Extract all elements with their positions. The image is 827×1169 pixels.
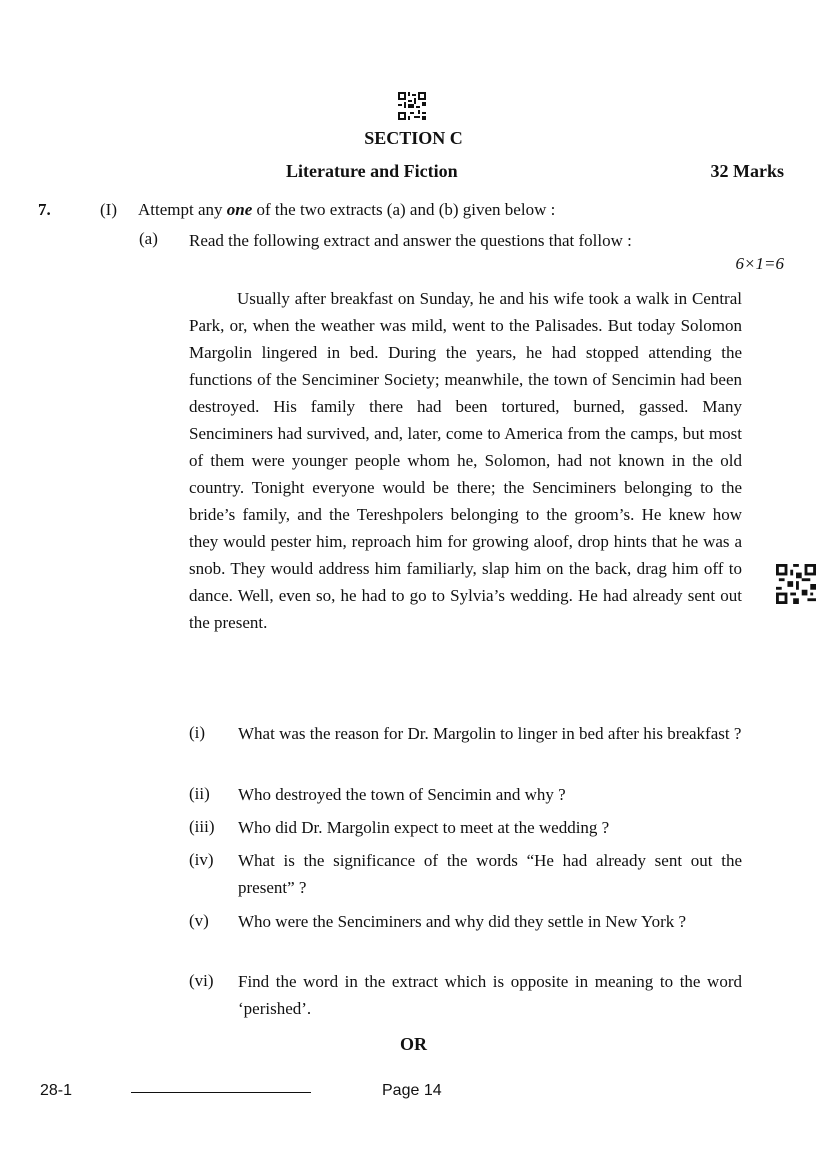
- instruction-post: of the two extracts (a) and (b) given below :: [252, 200, 556, 219]
- or-separator: OR: [400, 1034, 427, 1054]
- item-label-iii: (iii): [189, 817, 215, 836]
- section-title: SECTION C: [364, 128, 463, 148]
- question-part-label: (I): [100, 200, 117, 219]
- instruction-emphasis: one: [226, 200, 253, 219]
- item-label-v: (v): [189, 911, 209, 930]
- extract-marks: 6×1=6: [735, 254, 784, 273]
- footer-divider: [131, 1092, 311, 1093]
- footer-page-number: Page 14: [382, 1082, 442, 1099]
- item-text-vi: Find the word in the extract which is opposite in meaning to the word ‘perished’.: [238, 972, 742, 1018]
- item-text-iv: What is the significance of the words “He had already sent out the present” ?: [238, 851, 742, 897]
- item-label-i: (i): [189, 723, 206, 742]
- item-text-v: Who were the Senciminers and why did they settle in New York ?: [238, 912, 687, 931]
- question-number: 7.: [38, 200, 51, 219]
- extract-passage: Usually after breakfast on Sunday, he and his wife took a walk in Central Park, or, when the weather was mild, went to the Palisades. But today Solomon Margolin lingered in bed. During the years, he had stopped attending the functions of the Senciminer Society; meanwhile, the town of Sencimin had been destroyed. His family there had been tortured, burned, gassed. Many Senciminers had survived, and, later, come to America from the camps, but most of them were younger people whom he, Solomon, had not known in the old country. Tonight everyone would be there; the Senciminers belonging to the bride’s family, and the Tereshpolers belonging to the groom’s. He knew how they would pester him, reproach him for growing aloof, drop hints that he was a snob. They would address him familiarly, slap him on the back, drag him off to dance. Well, even so, he had to go to Sylvia’s wedding. He had already sent out the present.: [189, 289, 742, 632]
- extract-lead: Read the following extract and answer the questions that follow :: [189, 231, 632, 250]
- item-label-vi: (vi): [189, 971, 214, 990]
- item-text-iii: Who did Dr. Margolin expect to meet at the wedding ?: [238, 818, 610, 837]
- instruction-pre: Attempt any: [138, 200, 227, 219]
- question-instruction: [138, 200, 555, 220]
- footer-code: 28-1: [40, 1082, 73, 1099]
- item-text-ii: Who destroyed the town of Sencimin and why ?: [238, 785, 566, 804]
- section-subtitle: Literature and Fiction: [286, 161, 458, 181]
- section-marks: 32 Marks: [710, 161, 784, 181]
- item-label-ii: (ii): [189, 784, 210, 803]
- extract-label: (a): [139, 229, 158, 248]
- qr-code-side-icon: [776, 564, 816, 604]
- item-label-iv: (iv): [189, 850, 214, 869]
- qr-code-top-icon: [398, 92, 426, 120]
- item-text-i: What was the reason for Dr. Margolin to linger in bed after his breakfast ?: [238, 724, 742, 743]
